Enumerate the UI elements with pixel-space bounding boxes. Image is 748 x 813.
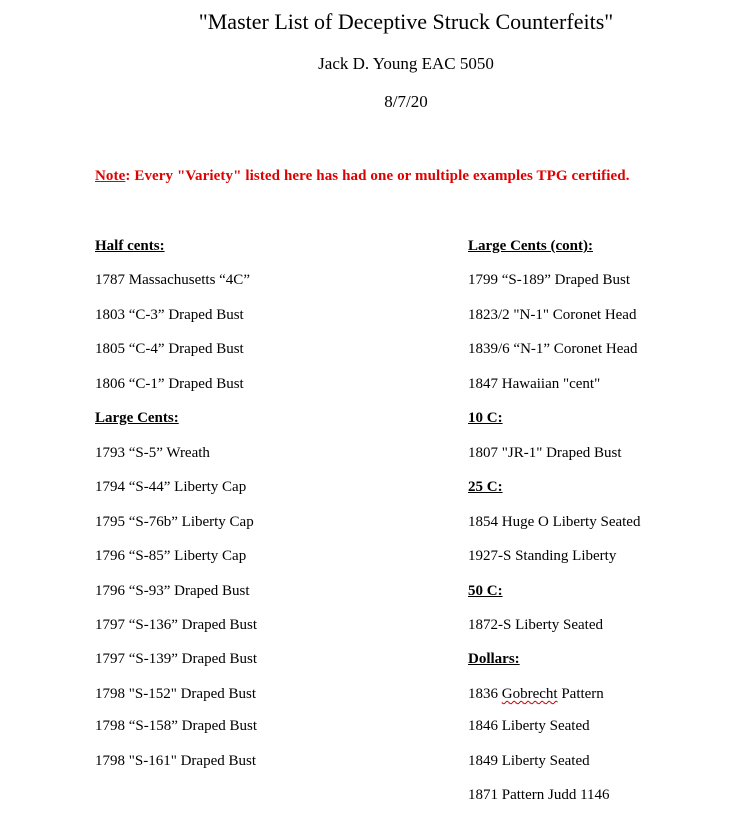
list-item: 1795 “S-76b” Liberty Cap — [95, 514, 254, 530]
list-item: 1787 Massachusetts “4C” — [95, 272, 250, 288]
list-item: 1798 "S-152" Draped Bust — [95, 686, 256, 702]
list-item: 1807 "JR-1" Draped Bust — [468, 445, 622, 461]
list-item: 1796 “S-85” Liberty Cap — [95, 548, 247, 564]
list-item: 1823/2 "N-1" Coronet Head — [468, 307, 637, 323]
list-item: 1796 “S-93” Draped Bust — [95, 583, 250, 599]
list-item: 1872-S Liberty Seated — [468, 617, 603, 633]
list-item: 1927-S Standing Liberty — [468, 548, 617, 564]
list-item: 1798 "S-161" Draped Bust — [95, 753, 256, 769]
list-item: 1871 Pattern Judd 1146 — [468, 787, 610, 803]
note-text: : Every "Variety" listed here has had one or multiple examples TPG certified. — [125, 168, 630, 184]
document-date: 8/7/20 — [384, 92, 428, 111]
list-item: 1798 “S-158” Draped Bust — [95, 718, 258, 734]
list-item: 1797 “S-139” Draped Bust — [95, 651, 258, 667]
list-item: 1847 Hawaiian "cent" — [468, 376, 601, 392]
list-item: 1846 Liberty Seated — [468, 718, 590, 734]
list-item: 1839/6 “N-1” Coronet Head — [468, 341, 638, 357]
section-heading-50c: 50 C: — [468, 583, 503, 599]
list-item: 1793 “S-5” Wreath — [95, 445, 210, 461]
spellcheck-flagged-word: Gobrecht — [501, 686, 558, 702]
list-item: 1797 “S-136” Draped Bust — [95, 617, 258, 633]
list-item: 1849 Liberty Seated — [468, 753, 590, 769]
section-heading-dollars: Dollars: — [468, 651, 520, 667]
certification-note — [95, 168, 630, 185]
list-item — [468, 685, 604, 703]
section-heading-half-cents: Half cents: — [95, 238, 165, 254]
list-item: 1794 “S-44” Liberty Cap — [95, 479, 247, 495]
list-item: 1805 “C-4” Draped Bust — [95, 341, 244, 357]
author-line: Jack D. Young EAC 5050 — [318, 54, 494, 73]
document-title: "Master List of Deceptive Struck Counterfeits" — [198, 9, 614, 34]
item-rest: Pattern — [561, 686, 604, 702]
item-year: 1836 — [468, 686, 498, 702]
section-heading-25c: 25 C: — [468, 479, 503, 495]
list-item: 1854 Huge O Liberty Seated — [468, 514, 641, 530]
section-heading-large-cents-cont: Large Cents (cont): — [468, 238, 593, 254]
note-label: Note — [95, 168, 126, 184]
section-heading-large-cents: Large Cents: — [95, 410, 179, 426]
section-heading-10c: 10 C: — [468, 410, 503, 426]
list-item: 1806 “C-1” Draped Bust — [95, 376, 244, 392]
list-item: 1799 “S-189” Draped Bust — [468, 272, 631, 288]
list-item: 1803 “C-3” Draped Bust — [95, 307, 244, 323]
